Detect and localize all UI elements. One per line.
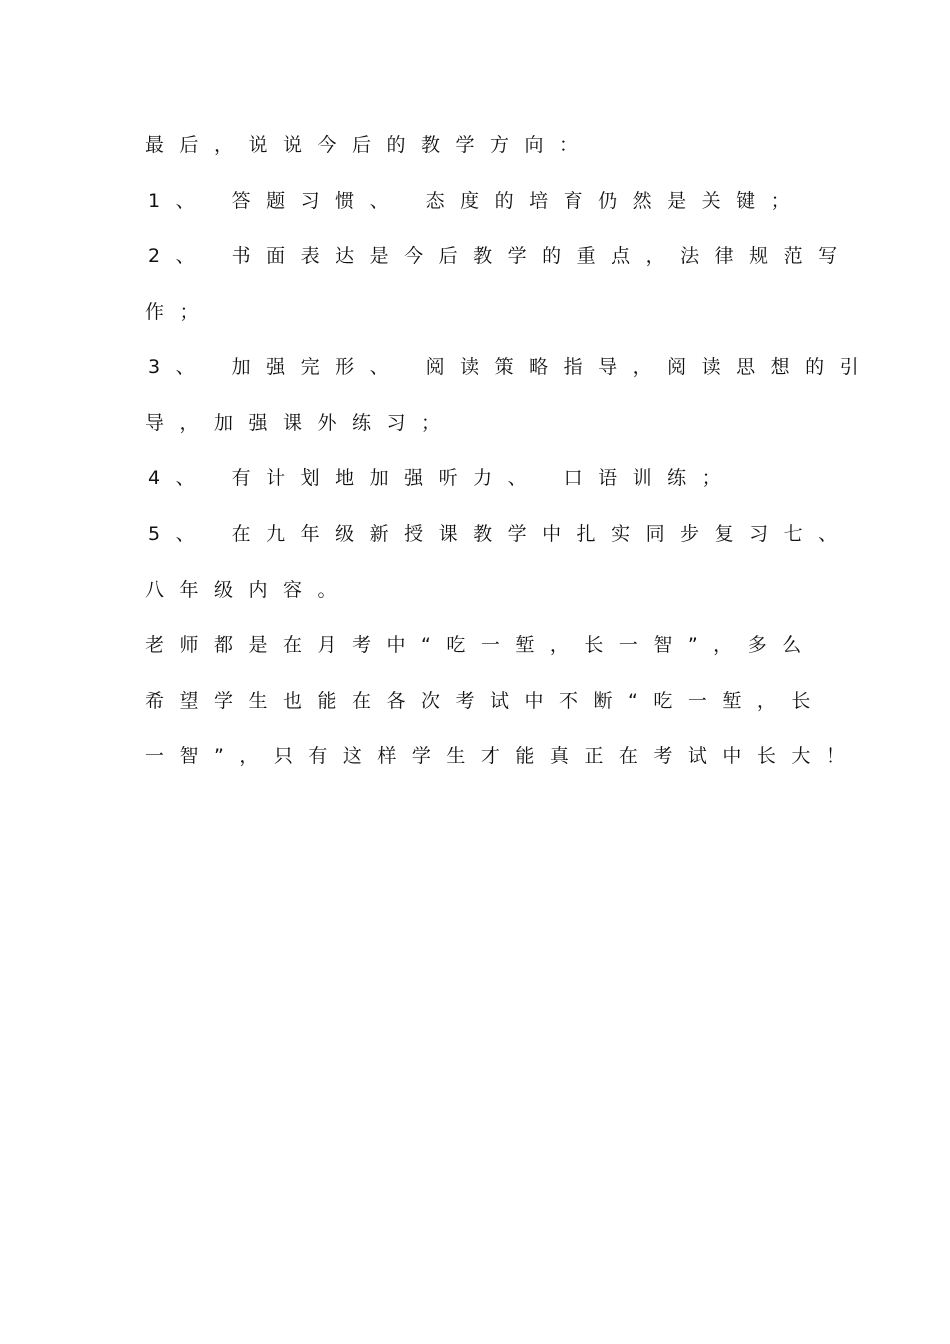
list-item-1: 1、 答题习惯、 态度的培育仍然是关键；	[148, 190, 806, 212]
list-item-2: 2、 书面表达是今后教学的重点，法律规范写	[148, 245, 853, 267]
list-item-4: 4、 有计划地加强听力、 口语训练；	[148, 467, 737, 489]
paragraph-intro: 最后，说说今后的教学方向：	[145, 134, 594, 156]
paragraph-closing-line-3: 一智”，只有这样学生才能真正在考试中长大！	[145, 745, 861, 767]
list-item-2-continued: 作；	[145, 301, 215, 323]
list-item-3-continued: 导，加强课外练习；	[145, 412, 456, 434]
paragraph-closing-line-2: 希望学生也能在各次考试中不断“吃一堑，长	[145, 690, 826, 712]
list-item-3: 3、 加强完形、 阅读策略指导，阅读思想的引	[148, 356, 875, 378]
list-item-5-continued: 八年级内容。	[145, 579, 353, 601]
paragraph-closing-line-1: 老师都是在月考中“吃一堑，长一智”，多么	[145, 634, 817, 656]
list-item-5: 5、 在九年级新授课教学中扎实同步复习七、	[148, 523, 853, 545]
